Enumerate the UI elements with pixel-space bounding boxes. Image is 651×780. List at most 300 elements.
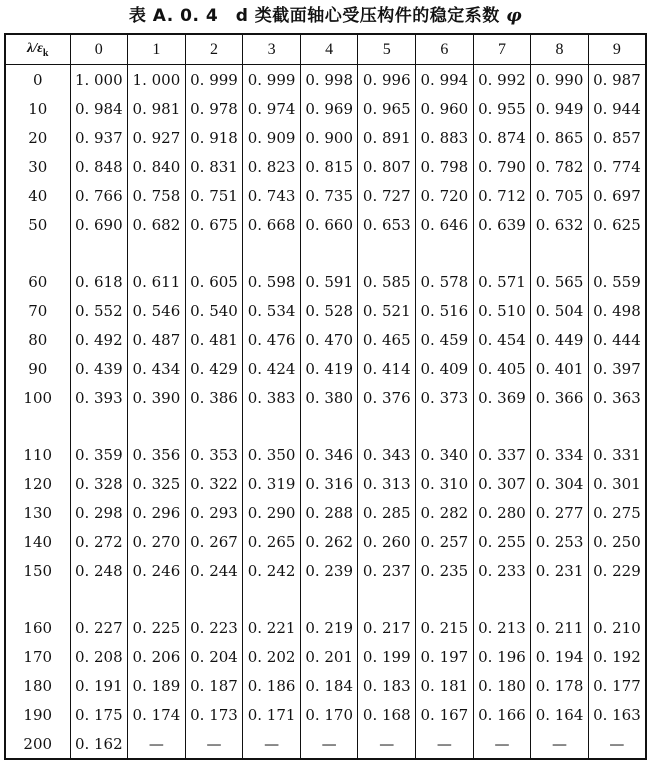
spacer-cell	[70, 412, 128, 440]
table-row	[5, 123, 646, 152]
lambda-cell: 140	[23, 532, 53, 551]
spacer-cell	[473, 412, 531, 440]
value-cell: 0. 227	[70, 613, 128, 642]
value-cell: 0. 177	[588, 671, 646, 700]
value-cell: 0. 174	[128, 700, 186, 729]
spacer-cell	[416, 585, 474, 613]
spacer-cell	[531, 239, 589, 267]
corner-header	[5, 34, 70, 65]
table-header	[5, 34, 646, 65]
table-row	[5, 642, 646, 671]
spacer-cell	[185, 585, 243, 613]
value-cell: 0. 823	[243, 152, 301, 181]
value-cell: 0. 171	[243, 700, 301, 729]
table-row	[5, 556, 646, 585]
spacer-cell	[416, 239, 474, 267]
value-cell: 0. 296	[128, 498, 186, 527]
value-cell: 0. 492	[70, 325, 128, 354]
value-cell: 0. 168	[358, 700, 416, 729]
value-cell: 0. 449	[531, 325, 589, 354]
value-cell: 0. 705	[531, 181, 589, 210]
phi-symbol: φ	[506, 6, 523, 26]
value-cell: 0. 840	[128, 152, 186, 181]
value-cell: 0. 340	[416, 440, 474, 469]
value-cell: 0. 343	[358, 440, 416, 469]
spacer-cell	[473, 239, 531, 267]
table-title-text: 表 A. 0. 4 d 类截面轴心受压构件的稳定系数	[128, 6, 507, 26]
value-cell: 0. 353	[185, 440, 243, 469]
value-cell: 0. 390	[128, 383, 186, 412]
spacer-cell	[5, 412, 70, 440]
value-cell: 0. 848	[70, 152, 128, 181]
lambda-cell: 200	[23, 734, 53, 753]
col-header: 2	[185, 34, 243, 65]
value-cell: 0. 242	[243, 556, 301, 585]
value-cell: 0. 774	[588, 152, 646, 181]
table-row	[5, 671, 646, 700]
value-cell: 0. 192	[588, 642, 646, 671]
value-cell: 0. 189	[128, 671, 186, 700]
value-cell: 0. 751	[185, 181, 243, 210]
value-cell: 0. 210	[588, 613, 646, 642]
value-cell: 0. 186	[243, 671, 301, 700]
value-cell: 0. 328	[70, 469, 128, 498]
value-cell: —	[128, 729, 186, 759]
value-cell: 0. 175	[70, 700, 128, 729]
header-row	[5, 34, 646, 65]
value-cell: 0. 237	[358, 556, 416, 585]
value-cell: 0. 166	[473, 700, 531, 729]
value-cell: 0. 974	[243, 94, 301, 123]
value-cell: 0. 459	[416, 325, 474, 354]
value-cell: 0. 578	[416, 267, 474, 296]
value-cell: 0. 194	[531, 642, 589, 671]
value-cell: 0. 290	[243, 498, 301, 527]
value-cell: 0. 217	[358, 613, 416, 642]
value-cell: 0. 790	[473, 152, 531, 181]
value-cell: 0. 690	[70, 210, 128, 239]
spacer-cell	[588, 585, 646, 613]
value-cell: 0. 248	[70, 556, 128, 585]
value-cell: 0. 162	[70, 729, 128, 759]
table-row	[5, 296, 646, 325]
value-cell: —	[416, 729, 474, 759]
spacer-cell	[243, 585, 301, 613]
value-cell: 0. 239	[300, 556, 358, 585]
spacer-cell	[473, 585, 531, 613]
group-spacer-row	[5, 412, 646, 440]
value-cell: 0. 262	[300, 527, 358, 556]
spacer-cell	[5, 585, 70, 613]
value-cell: 0. 937	[70, 123, 128, 152]
value-cell: 0. 257	[416, 527, 474, 556]
value-cell: 0. 476	[243, 325, 301, 354]
value-cell: —	[358, 729, 416, 759]
value-cell: 0. 999	[243, 65, 301, 95]
spacer-cell	[588, 412, 646, 440]
spacer-cell	[243, 412, 301, 440]
spacer-cell	[128, 412, 186, 440]
col-header: 5	[358, 34, 416, 65]
col-header: 4	[300, 34, 358, 65]
value-cell: 0. 383	[243, 383, 301, 412]
table-row	[5, 152, 646, 181]
value-cell: 0. 552	[70, 296, 128, 325]
value-cell: 0. 183	[358, 671, 416, 700]
value-cell: 0. 831	[185, 152, 243, 181]
value-cell: —	[531, 729, 589, 759]
value-cell: 0. 540	[185, 296, 243, 325]
value-cell: 0. 969	[300, 94, 358, 123]
value-cell: 0. 270	[128, 527, 186, 556]
table-row	[5, 613, 646, 642]
value-cell: 0. 204	[185, 642, 243, 671]
value-cell: 0. 891	[358, 123, 416, 152]
value-cell: 0. 625	[588, 210, 646, 239]
value-cell: 0. 439	[70, 354, 128, 383]
value-cell: 0. 285	[358, 498, 416, 527]
value-cell: 0. 815	[300, 152, 358, 181]
value-cell: 0. 163	[588, 700, 646, 729]
value-cell: 0. 521	[358, 296, 416, 325]
value-cell: 0. 334	[531, 440, 589, 469]
table-row	[5, 354, 646, 383]
value-cell: 0. 282	[416, 498, 474, 527]
value-cell: 0. 397	[588, 354, 646, 383]
table-row	[5, 440, 646, 469]
col-header: 0	[70, 34, 128, 65]
value-cell: 0. 874	[473, 123, 531, 152]
spacer-cell	[243, 239, 301, 267]
value-cell: 0. 697	[588, 181, 646, 210]
value-cell: 0. 170	[300, 700, 358, 729]
lambda-cell: 90	[28, 359, 48, 378]
lambda-cell: 100	[23, 388, 53, 407]
value-cell: 1. 000	[70, 65, 128, 95]
value-cell: 0. 994	[416, 65, 474, 95]
value-cell: 0. 766	[70, 181, 128, 210]
value-cell: 0. 331	[588, 440, 646, 469]
value-cell: 0. 369	[473, 383, 531, 412]
value-cell: 0. 359	[70, 440, 128, 469]
value-cell: 0. 356	[128, 440, 186, 469]
value-cell: 0. 454	[473, 325, 531, 354]
value-cell: 0. 181	[416, 671, 474, 700]
value-cell: 0. 213	[473, 613, 531, 642]
value-cell: 0. 298	[70, 498, 128, 527]
value-cell: 0. 965	[358, 94, 416, 123]
value-cell: 0. 350	[243, 440, 301, 469]
col-header: 3	[243, 34, 301, 65]
value-cell: 0. 244	[185, 556, 243, 585]
group-spacer-row	[5, 585, 646, 613]
col-header: 9	[588, 34, 646, 65]
lambda-cell: 110	[23, 445, 53, 464]
value-cell: 0. 233	[473, 556, 531, 585]
spacer-cell	[358, 585, 416, 613]
value-cell: 1. 000	[128, 65, 186, 95]
value-cell: 0. 984	[70, 94, 128, 123]
spacer-cell	[531, 585, 589, 613]
value-cell: 0. 546	[128, 296, 186, 325]
value-cell: 0. 325	[128, 469, 186, 498]
lambda-cell: 120	[23, 474, 53, 493]
value-cell: 0. 313	[358, 469, 416, 498]
table-row	[5, 210, 646, 239]
value-cell: 0. 419	[300, 354, 358, 383]
value-cell: 0. 498	[588, 296, 646, 325]
table-row	[5, 267, 646, 296]
value-cell: —	[243, 729, 301, 759]
value-cell: 0. 865	[531, 123, 589, 152]
value-cell: 0. 322	[185, 469, 243, 498]
table-row	[5, 729, 646, 759]
value-cell: 0. 585	[358, 267, 416, 296]
lambda-cell: 70	[28, 301, 48, 320]
value-cell: 0. 275	[588, 498, 646, 527]
value-cell: 0. 798	[416, 152, 474, 181]
value-cell: 0. 202	[243, 642, 301, 671]
lambda-cell: 30	[28, 157, 48, 176]
col-header: 8	[531, 34, 589, 65]
value-cell: 0. 682	[128, 210, 186, 239]
value-cell: 0. 639	[473, 210, 531, 239]
value-cell: 0. 591	[300, 267, 358, 296]
lambda-cell: 20	[28, 128, 48, 147]
value-cell: 0. 909	[243, 123, 301, 152]
value-cell: 0. 373	[416, 383, 474, 412]
value-cell: 0. 288	[300, 498, 358, 527]
lambda-cell: 130	[23, 503, 53, 522]
value-cell: 0. 444	[588, 325, 646, 354]
value-cell: 0. 646	[416, 210, 474, 239]
spacer-cell	[128, 585, 186, 613]
spacer-cell	[300, 412, 358, 440]
spacer-cell	[588, 239, 646, 267]
value-cell: 0. 293	[185, 498, 243, 527]
value-cell: 0. 386	[185, 383, 243, 412]
lambda-cell: 40	[28, 186, 48, 205]
lambda-cell: 60	[28, 272, 48, 291]
spacer-cell	[70, 239, 128, 267]
value-cell: 0. 197	[416, 642, 474, 671]
value-cell: 0. 363	[588, 383, 646, 412]
value-cell: 0. 307	[473, 469, 531, 498]
value-cell: 0. 184	[300, 671, 358, 700]
value-cell: 0. 632	[531, 210, 589, 239]
col-header: 1	[128, 34, 186, 65]
value-cell: 0. 401	[531, 354, 589, 383]
value-cell: 0. 598	[243, 267, 301, 296]
group-spacer-row	[5, 239, 646, 267]
value-cell: 0. 196	[473, 642, 531, 671]
value-cell: 0. 944	[588, 94, 646, 123]
value-cell: 0. 559	[588, 267, 646, 296]
value-cell: —	[300, 729, 358, 759]
spacer-cell	[358, 239, 416, 267]
spacer-cell	[70, 585, 128, 613]
table-body	[5, 65, 646, 760]
value-cell: 0. 167	[416, 700, 474, 729]
value-cell: 0. 424	[243, 354, 301, 383]
value-cell: 0. 534	[243, 296, 301, 325]
col-header: 7	[473, 34, 531, 65]
value-cell: 0. 346	[300, 440, 358, 469]
lambda-cell: 50	[28, 215, 48, 234]
value-cell: 0. 201	[300, 642, 358, 671]
spacer-cell	[185, 412, 243, 440]
value-cell: 0. 960	[416, 94, 474, 123]
value-cell: 0. 735	[300, 181, 358, 210]
lambda-cell: 170	[23, 647, 53, 666]
spacer-cell	[531, 412, 589, 440]
value-cell: 0. 310	[416, 469, 474, 498]
value-cell: 0. 215	[416, 613, 474, 642]
table-row	[5, 383, 646, 412]
value-cell: 0. 900	[300, 123, 358, 152]
value-cell: 0. 304	[531, 469, 589, 498]
table-row	[5, 65, 646, 95]
value-cell: 0. 758	[128, 181, 186, 210]
value-cell: 0. 178	[531, 671, 589, 700]
value-cell: 0. 571	[473, 267, 531, 296]
spacer-cell	[5, 239, 70, 267]
value-cell: 0. 510	[473, 296, 531, 325]
value-cell: 0. 221	[243, 613, 301, 642]
value-cell: 0. 173	[185, 700, 243, 729]
value-cell: 0. 504	[531, 296, 589, 325]
lambda-cell: 190	[23, 705, 53, 724]
value-cell: 0. 211	[531, 613, 589, 642]
value-cell: 0. 253	[531, 527, 589, 556]
value-cell: 0. 857	[588, 123, 646, 152]
value-cell: 0. 618	[70, 267, 128, 296]
value-cell: 0. 280	[473, 498, 531, 527]
value-cell: 0. 301	[588, 469, 646, 498]
value-cell: 0. 229	[588, 556, 646, 585]
value-cell: 0. 206	[128, 642, 186, 671]
value-cell: 0. 250	[588, 527, 646, 556]
table-row	[5, 181, 646, 210]
table-row	[5, 498, 646, 527]
value-cell: 0. 223	[185, 613, 243, 642]
value-cell: —	[185, 729, 243, 759]
value-cell: 0. 319	[243, 469, 301, 498]
value-cell: 0. 277	[531, 498, 589, 527]
value-cell: 0. 199	[358, 642, 416, 671]
value-cell: —	[588, 729, 646, 759]
value-cell: 0. 191	[70, 671, 128, 700]
value-cell: 0. 366	[531, 383, 589, 412]
value-cell: 0. 260	[358, 527, 416, 556]
spacer-cell	[416, 412, 474, 440]
value-cell: 0. 918	[185, 123, 243, 152]
value-cell: 0. 405	[473, 354, 531, 383]
value-cell: 0. 990	[531, 65, 589, 95]
value-cell: 0. 231	[531, 556, 589, 585]
value-cell: 0. 883	[416, 123, 474, 152]
value-cell: 0. 337	[473, 440, 531, 469]
spacer-cell	[185, 239, 243, 267]
value-cell: 0. 376	[358, 383, 416, 412]
value-cell: —	[473, 729, 531, 759]
table-row	[5, 325, 646, 354]
value-cell: 0. 434	[128, 354, 186, 383]
table-row	[5, 469, 646, 498]
value-cell: 0. 992	[473, 65, 531, 95]
value-cell: 0. 955	[473, 94, 531, 123]
value-cell: 0. 528	[300, 296, 358, 325]
spacer-cell	[358, 412, 416, 440]
value-cell: 0. 611	[128, 267, 186, 296]
value-cell: 0. 668	[243, 210, 301, 239]
value-cell: 0. 265	[243, 527, 301, 556]
value-cell: 0. 225	[128, 613, 186, 642]
table-row	[5, 94, 646, 123]
lambda-cell: 160	[23, 618, 53, 637]
lambda-cell: 0	[32, 70, 43, 89]
value-cell: 0. 565	[531, 267, 589, 296]
value-cell: 0. 978	[185, 94, 243, 123]
lambda-cell: 10	[28, 99, 48, 118]
table-row	[5, 527, 646, 556]
value-cell: 0. 981	[128, 94, 186, 123]
value-cell: 0. 743	[243, 181, 301, 210]
value-cell: 0. 465	[358, 325, 416, 354]
value-cell: 0. 927	[128, 123, 186, 152]
value-cell: 0. 219	[300, 613, 358, 642]
value-cell: 0. 393	[70, 383, 128, 412]
lambda-cell: 80	[28, 330, 48, 349]
spacer-cell	[128, 239, 186, 267]
value-cell: 0. 414	[358, 354, 416, 383]
value-cell: 0. 180	[473, 671, 531, 700]
value-cell: 0. 720	[416, 181, 474, 210]
value-cell: 0. 380	[300, 383, 358, 412]
corner-header-sub: k	[42, 47, 49, 59]
value-cell: 0. 987	[588, 65, 646, 95]
corner-header-text: λ/ε	[27, 40, 43, 56]
value-cell: 0. 246	[128, 556, 186, 585]
value-cell: 0. 727	[358, 181, 416, 210]
value-cell: 0. 470	[300, 325, 358, 354]
spacer-cell	[300, 585, 358, 613]
col-header: 6	[416, 34, 474, 65]
value-cell: 0. 164	[531, 700, 589, 729]
value-cell: 0. 675	[185, 210, 243, 239]
value-cell: 0. 208	[70, 642, 128, 671]
value-cell: 0. 409	[416, 354, 474, 383]
value-cell: 0. 712	[473, 181, 531, 210]
value-cell: 0. 996	[358, 65, 416, 95]
value-cell: 0. 660	[300, 210, 358, 239]
stability-coefficient-table	[4, 33, 647, 760]
value-cell: 0. 316	[300, 469, 358, 498]
value-cell: 0. 782	[531, 152, 589, 181]
value-cell: 0. 187	[185, 671, 243, 700]
lambda-cell: 150	[23, 561, 53, 580]
value-cell: 0. 605	[185, 267, 243, 296]
value-cell: 0. 487	[128, 325, 186, 354]
value-cell: 0. 255	[473, 527, 531, 556]
value-cell: 0. 999	[185, 65, 243, 95]
value-cell: 0. 267	[185, 527, 243, 556]
lambda-cell: 180	[23, 676, 53, 695]
value-cell: 0. 949	[531, 94, 589, 123]
table-title	[0, 4, 651, 28]
value-cell: 0. 481	[185, 325, 243, 354]
spacer-cell	[300, 239, 358, 267]
